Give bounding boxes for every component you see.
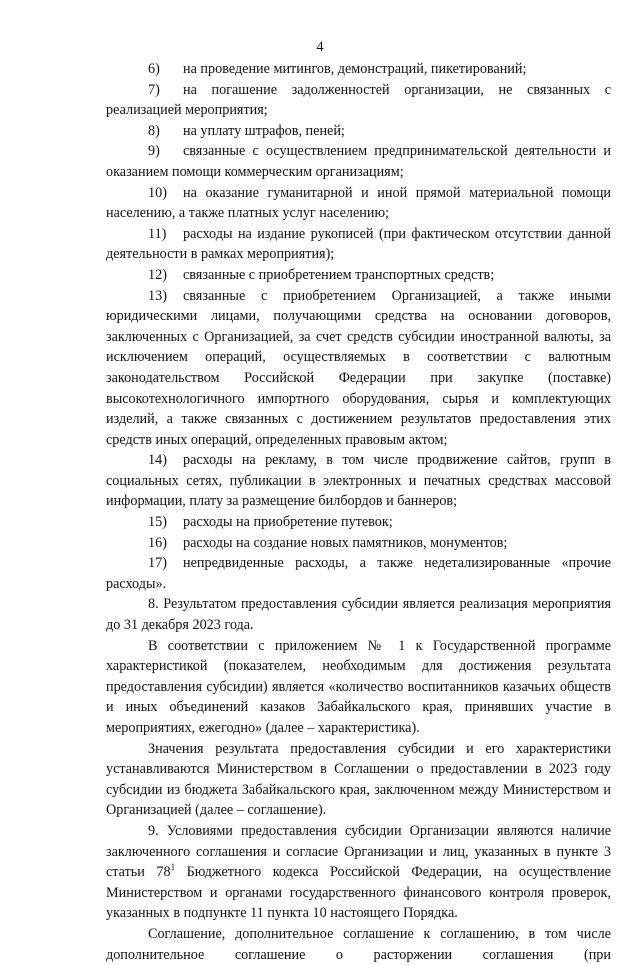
document-body bbox=[106, 59, 611, 965]
item-text: связанные с осуществлением предпринимательской деятельности и оказанием помощи коммерческим организациям; bbox=[106, 143, 611, 180]
paragraph-8: 8. Результатом предоставления субсидии является реализация мероприятия до 31 декабря 2023 года. bbox=[106, 596, 611, 634]
item-number: 15) bbox=[148, 514, 167, 531]
item-text: на проведение митингов, демонстраций, пикетирований; bbox=[183, 61, 527, 77]
page-number: 4 bbox=[316, 39, 324, 55]
paragraph-9-text-b: Бюджетного кодекса Российской Федерации, на осуществление Министерством и органами государственного финансового контроля проверок, указанных в подпункте 11 пункта 10 настоящего Порядка. bbox=[106, 864, 611, 922]
item-text: связанные с приобретением транспортных средств; bbox=[183, 266, 495, 283]
list-item bbox=[106, 80, 611, 121]
paragraph-agreement: Соглашение, дополнительное соглашение к соглашению, в том числе дополнительное соглашение о расторжении соглашения (при bbox=[106, 925, 611, 963]
paragraph-9 bbox=[106, 821, 611, 924]
paragraph-9-text-a: 9. Условиями предоставления субсидии Организации являются наличие заключенного соглашения и согласие Организации и лиц, указанных в пункте 3 статьи 78 bbox=[106, 822, 611, 881]
item-number: 14) bbox=[148, 452, 167, 469]
item-number: 11) bbox=[148, 225, 167, 242]
item-text: связанные с приобретением Организацией, а также иными юридическими лицами, получающими средства на основании договоров, заключенных с Организацией, за счет средств субсидии иностранной валюты, за исключением операций, осуществляемых в соответствии с валютным законодательством Российской Федерации при закупке (поставке) высокотехнологичного импортного оборудования, сырья и комплектующих изделий, а также связанных с достижением результатов предоставления этих средств иных операций, определенных правовым актом; bbox=[106, 287, 611, 448]
item-number: 8) bbox=[148, 122, 160, 139]
item-text: на оказание гуманитарной и иной прямой материальной помощи населению, а также платных услуг населению; bbox=[106, 184, 611, 222]
item-number: 9) bbox=[148, 143, 160, 160]
item-number: 12) bbox=[148, 266, 167, 283]
item-text: на уплату штрафов, пеней; bbox=[183, 122, 345, 139]
item-number: 16) bbox=[148, 534, 167, 551]
list-item bbox=[106, 286, 611, 451]
item-text: расходы на рекламу, в том числе продвижение сайтов, групп в социальных сетях, публикации в электронных и печатных средствах массовой информации, плату за размещение билбордов и баннеров; bbox=[106, 452, 611, 510]
article-superscript: 1 bbox=[170, 862, 176, 873]
list-item bbox=[106, 224, 611, 265]
list-item bbox=[106, 450, 611, 512]
paragraph-8-values: Значения результата предоставления субсидии и его характеристики устанавливаются Министерством в Соглашении о предоставлении в 2023 году субсидии из бюджета Забайкальского края, заключенном между Министерством и Организацией (далее – соглашение). bbox=[106, 740, 611, 819]
list-item bbox=[106, 121, 611, 142]
item-number: 13) bbox=[148, 287, 167, 304]
item-text: непредвиденные расходы, а также недетализированные «прочие расходы». bbox=[106, 555, 611, 592]
list-item bbox=[106, 183, 611, 224]
list-item bbox=[106, 533, 611, 554]
item-text: расходы на приобретение путевок; bbox=[183, 514, 393, 531]
item-text: расходы на издание рукописей (при фактическом отсутствии данной деятельности в рамках мероприятия); bbox=[106, 225, 611, 263]
list-item bbox=[106, 553, 611, 594]
item-text: расходы на создание новых памятников, монументов; bbox=[183, 534, 508, 551]
list-item bbox=[106, 512, 611, 533]
item-number: 6) bbox=[148, 61, 160, 77]
item-number: 10) bbox=[148, 184, 167, 201]
item-number: 7) bbox=[148, 81, 160, 98]
list-item bbox=[106, 59, 611, 80]
paragraph-8-characteristic: В соответствии с приложением № 1 к Государственной программе характеристикой (показателем, необходимым для достижения результата предоставления субсидии) является «количество воспитанников казачьих обществ и иных объединений казаков Забайкальского края, принявших участие в мероприятиях, ежегодно» (далее – характеристика). bbox=[106, 637, 611, 736]
item-number: 17) bbox=[148, 555, 167, 572]
item-text: на погашение задолженностей организации, не связанных с реализацией мероприятия; bbox=[106, 81, 611, 119]
list-item bbox=[106, 141, 611, 182]
list-item bbox=[106, 265, 611, 286]
